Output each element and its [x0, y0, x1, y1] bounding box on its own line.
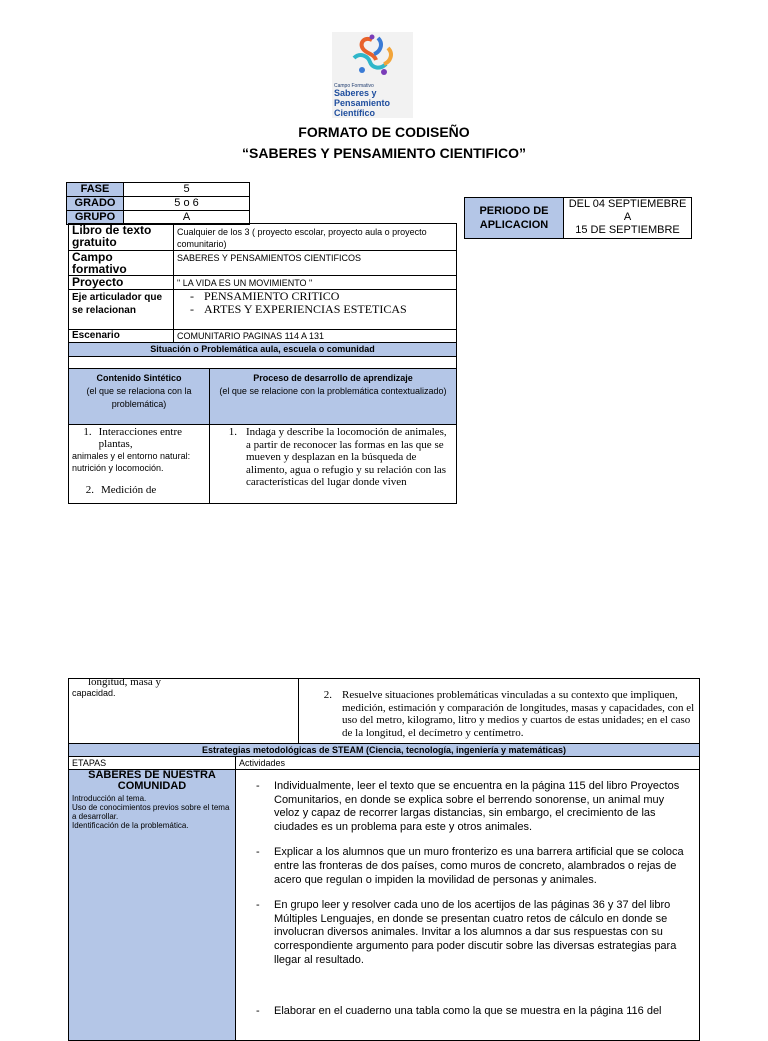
- continuation-table: [68, 678, 700, 744]
- periodo-line1: DEL 04 SEPTIEMEBRE: [568, 198, 687, 210]
- proc2-text: Resuelve situaciones problemáticas vinculadas a su contexto que impliquen, medición, estimación y comparación de longitudes, masas y capacidades, con el uso del metro, kilogramo, litro y medios y cuartos de estas unidades; en el caso de la longitud, el decímetro y centímetro.: [342, 689, 695, 739]
- cont-cell: [69, 676, 299, 744]
- campo-value: SABERES Y PENSAMIENTOS CIENTIFICOS: [174, 251, 457, 276]
- saberes-2: Uso de conocimientos previos sobre el tema a desarrollar.: [72, 803, 230, 821]
- activity-1: - Individualmente, leer el texto que se encuentra en la página 115 del libro Proyectos Comunitarios, en donde se explica sobre el berrendo sonorense, un animal muy veloz y capaz de recorrer largas distancias, sin embargo, el crecimiento de las ciudades es un problema para este y otros animales.: [254, 780, 689, 834]
- contenido-title: Contenido Sintético: [96, 373, 182, 383]
- eje-value: [174, 290, 457, 330]
- logo-line3: Pensamiento: [334, 98, 391, 108]
- periodo-value: [564, 198, 692, 239]
- proc2-num: 2.: [323, 689, 332, 701]
- fase-label: FASE: [67, 183, 124, 197]
- saberes-title: SABERES DE NUESTRA COMUNIDAD: [88, 769, 216, 792]
- libro-label: Libro de texto gratuito: [69, 224, 174, 251]
- logo-line1: Campo Formativo: [334, 83, 374, 89]
- eje-item-1: - PENSAMIENTO CRITICO: [188, 290, 453, 303]
- actividades-header: Actividades: [236, 757, 700, 770]
- activity-2: - Explicar a los alumnos que un muro fronterizo es una barrera artificial que se coloca entre las fronteras de dos países, como muros de concreto, alambrados o rejas de acero que regulan o impiden la movilidad de personas y animales.: [254, 846, 689, 887]
- proceso-item-1: [213, 426, 453, 489]
- contenido-item-1-text: Interacciones entre plantas,: [98, 426, 183, 450]
- grupo-label: GRUPO: [67, 211, 124, 225]
- strategies-table: [68, 743, 700, 1041]
- proyecto-value: " LA VIDA ES UN MOVIMIENTO ": [174, 276, 457, 290]
- page-subtitle: “SABERES Y PENSAMIENTO CIENTIFICO”: [242, 145, 526, 161]
- contenido-header: [69, 369, 210, 425]
- periodo-line3: 15 DE SEPTIEMBRE: [575, 224, 680, 236]
- contenido-item-2-num: 2.: [85, 484, 94, 496]
- contenido-sub: (el que se relaciona con la problemática): [86, 386, 192, 409]
- fase-table: [66, 182, 250, 225]
- libro-value: Cualquier de los 3 ( proyecto escolar, proyecto aula o proyecto comunitario): [174, 224, 457, 251]
- escenario-value: COMUNITARIO PAGINAS 114 A 131: [174, 330, 457, 343]
- saberes-cell: [69, 770, 236, 1041]
- contenido-item-1-cont: animales y el entorno natural: nutrición y locomoción.: [72, 451, 191, 473]
- contenido-table: [68, 368, 457, 504]
- cont-text-b: capacidad.: [72, 688, 116, 698]
- grupo-value: A: [124, 211, 250, 225]
- etapas-header: ETAPAS: [69, 757, 236, 770]
- strategies-header: Estrategias metodológicas de STEAM (Ciencia, tecnología, ingeniería y matemáticas): [69, 744, 700, 757]
- periodo-line2: A: [623, 211, 632, 223]
- grado-value: 5 o 6: [124, 197, 250, 211]
- campo-label: Campo formativo: [69, 251, 174, 276]
- contenido-item-1-num: 1.: [83, 426, 92, 438]
- activities-cell: [236, 770, 700, 1041]
- saberes-3: Identificación de la problemática.: [72, 821, 189, 830]
- eje-label: Eje articulador que se relacionan: [69, 290, 174, 330]
- situacion-header: Situación o Problemática aula, escuela o comunidad: [69, 343, 457, 357]
- activity-4: - Elaborar en el cuaderno una tabla como la que se muestra en la página 116 del: [254, 1005, 689, 1019]
- proceso-title: Proceso de desarrollo de aprendizaje: [253, 373, 413, 383]
- info-table: [68, 223, 457, 370]
- saberes-1: Introducción al tema.: [72, 794, 147, 803]
- proceso-cell: [210, 425, 457, 504]
- proceso-header: [210, 369, 457, 425]
- escenario-label: Escenario: [69, 330, 174, 343]
- proc2-item: [302, 689, 696, 739]
- proceso-item-1-num: 1.: [228, 426, 237, 438]
- grado-label: GRADO: [67, 197, 124, 211]
- fase-value: 5: [124, 183, 250, 197]
- logo: [332, 32, 413, 118]
- contenido-cell: [69, 425, 210, 504]
- proceso-sub: (el que se relacione con la problemática contextualizado): [219, 386, 447, 396]
- proc2-cell: [299, 679, 700, 744]
- cont-text-a: longitud, masa y: [88, 676, 162, 688]
- activities-list: [254, 780, 689, 1019]
- logo-line2: Saberes y: [334, 88, 377, 98]
- proyecto-label: Proyecto: [69, 276, 174, 290]
- contenido-item-2-text: Medición de: [101, 484, 157, 496]
- eje-item-2: - ARTES Y EXPERIENCIAS ESTETICAS: [188, 303, 453, 316]
- activity-3: - En grupo leer y resolver cada uno de los acertijos de las páginas 36 y 37 del libro Múltiples Lenguajes, en donde se presentan cuatro retos de cálculo en donde se involucran diversos animales. Invitar a los alumnos a dar sus respuestas con su correspondiente argumento para poder discutir sobre las diversas estrategias para llegar al resultado.: [254, 899, 689, 967]
- periodo-table: [464, 197, 692, 239]
- contenido-item-2: [72, 484, 206, 496]
- proceso-item-1-text: Indaga y describe la locomoción de animales, a partir de reconocer las formas en las que se mueven y desplazan en la búsqueda de alimento, agua o refugio y su relación con las características del lugar donde viven: [246, 426, 447, 488]
- logo-icon: [344, 34, 400, 78]
- periodo-label: PERIODO DE APLICACION: [465, 198, 564, 239]
- logo-line4: Científico: [334, 108, 376, 118]
- contenido-item-1: [72, 426, 206, 450]
- page-title: FORMATO DE CODISEÑO: [298, 124, 470, 140]
